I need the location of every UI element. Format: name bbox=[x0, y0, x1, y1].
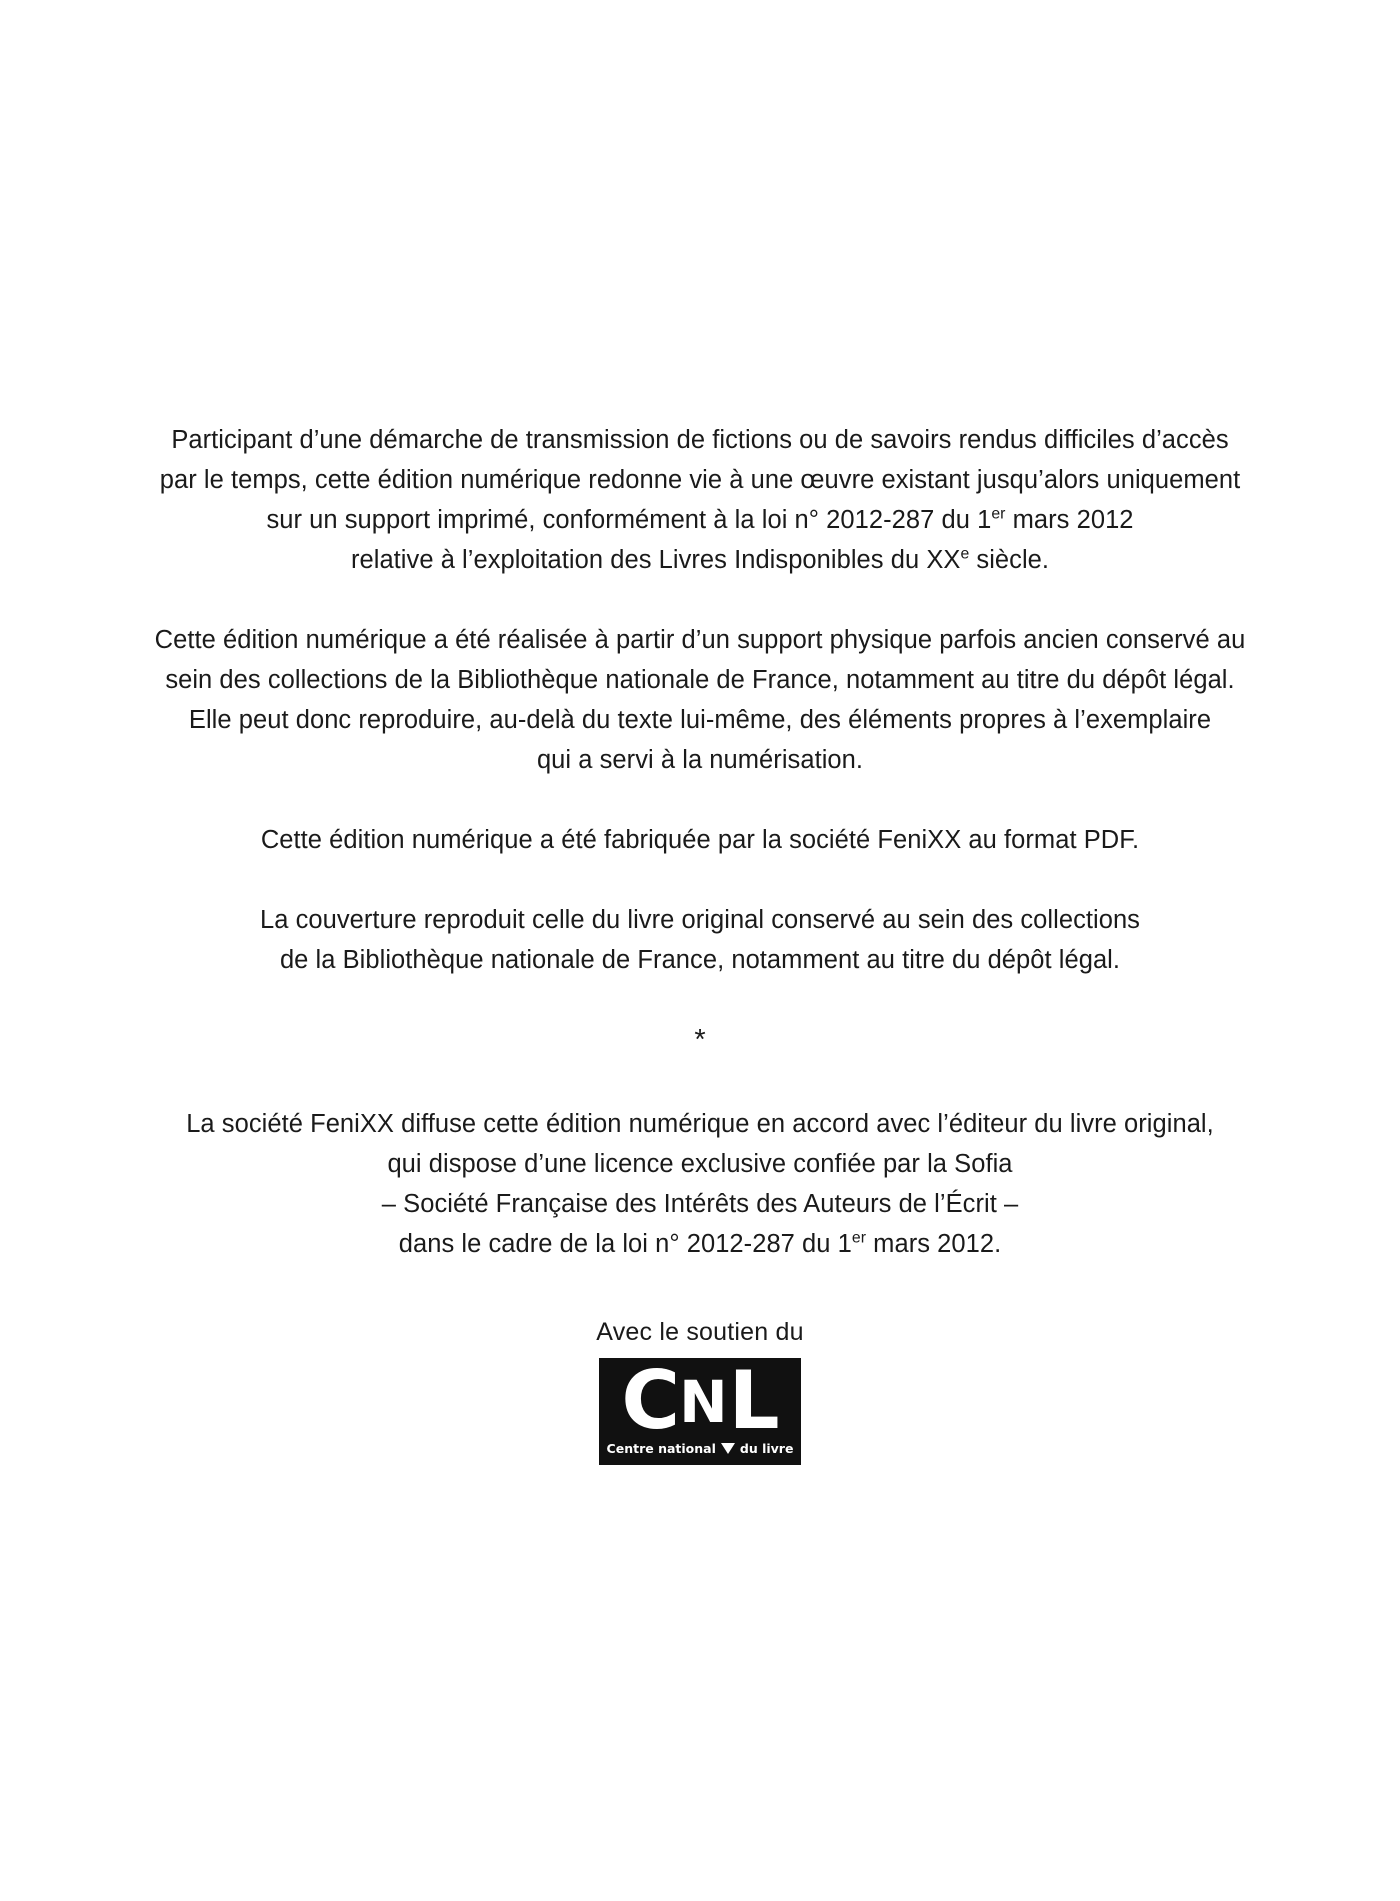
paragraph-line: sur un support imprimé, conformément à la loi n° 2012-287 du 1er mars 2012 bbox=[266, 505, 1134, 534]
paragraph-line: Participant d’une démarche de transmission de fictions ou de savoirs rendus difficiles d’accès bbox=[171, 426, 1229, 454]
cnl-letter-l: L bbox=[728, 1354, 779, 1447]
cnl-letter-n: N bbox=[679, 1368, 728, 1436]
cnl-subtitle-left: Centre national bbox=[606, 1441, 716, 1456]
section-separator: * bbox=[694, 1024, 706, 1056]
paragraph-line: – Société Française des Intérêts des Auteurs de l’Écrit – bbox=[381, 1190, 1019, 1218]
paragraph-line: de la Bibliothèque nationale de France, notamment au titre du dépôt légal. bbox=[279, 946, 1121, 974]
paragraph-line: qui a servi à la numérisation. bbox=[536, 746, 864, 774]
paragraph-transmission bbox=[135, 420, 1265, 580]
triangle-icon bbox=[721, 1443, 735, 1454]
paragraph-line: dans le cadre de la loi n° 2012-287 du 1er mars 2012. bbox=[398, 1229, 1002, 1258]
paragraph-couverture bbox=[135, 900, 1265, 980]
ordinal-superscript: e bbox=[960, 545, 970, 563]
paragraph-line: par le temps, cette édition numérique redonne vie à une œuvre existant jusqu’alors uniquement bbox=[159, 466, 1241, 494]
cnl-letter-c: C bbox=[621, 1354, 679, 1447]
paragraph-line: La société FeniXX diffuse cette édition numérique en accord avec l’éditeur du livre original, bbox=[186, 1110, 1214, 1138]
paragraph-line: relative à l’exploitation des Livres Indisponibles du XXe siècle. bbox=[350, 545, 1050, 574]
paragraph-support-physique bbox=[135, 620, 1265, 780]
legal-notice-block bbox=[0, 420, 1400, 1465]
ordinal-superscript: er bbox=[991, 505, 1006, 523]
paragraph-line: qui dispose d’une licence exclusive confiée par la Sofia bbox=[387, 1150, 1013, 1178]
cnl-subtitle-right: du livre bbox=[739, 1441, 794, 1456]
cnl-logo-letters bbox=[599, 1354, 801, 1447]
paragraph-line: Cette édition numérique a été réalisée à partir d’un support physique parfois ancien conservé au bbox=[154, 626, 1246, 654]
paragraph-diffusion bbox=[135, 1104, 1265, 1264]
paragraph-line: sein des collections de la Bibliothèque nationale de France, notamment au titre du dépôt légal. bbox=[165, 666, 1235, 694]
support-label: Avec le soutien du bbox=[596, 1318, 804, 1346]
ordinal-superscript: er bbox=[851, 1229, 867, 1247]
paragraph-line: Elle peut donc reproduire, au-delà du texte lui-même, des éléments propres à l’exemplaire bbox=[188, 706, 1212, 734]
paragraph-fabrication bbox=[135, 820, 1265, 860]
support-section bbox=[0, 1316, 1400, 1465]
cnl-logo bbox=[599, 1354, 801, 1465]
paragraph-line: La couverture reproduit celle du livre original conservé au sein des collections bbox=[260, 906, 1140, 934]
paragraph-line: Cette édition numérique a été fabriquée par la société FeniXX au format PDF. bbox=[260, 826, 1140, 854]
